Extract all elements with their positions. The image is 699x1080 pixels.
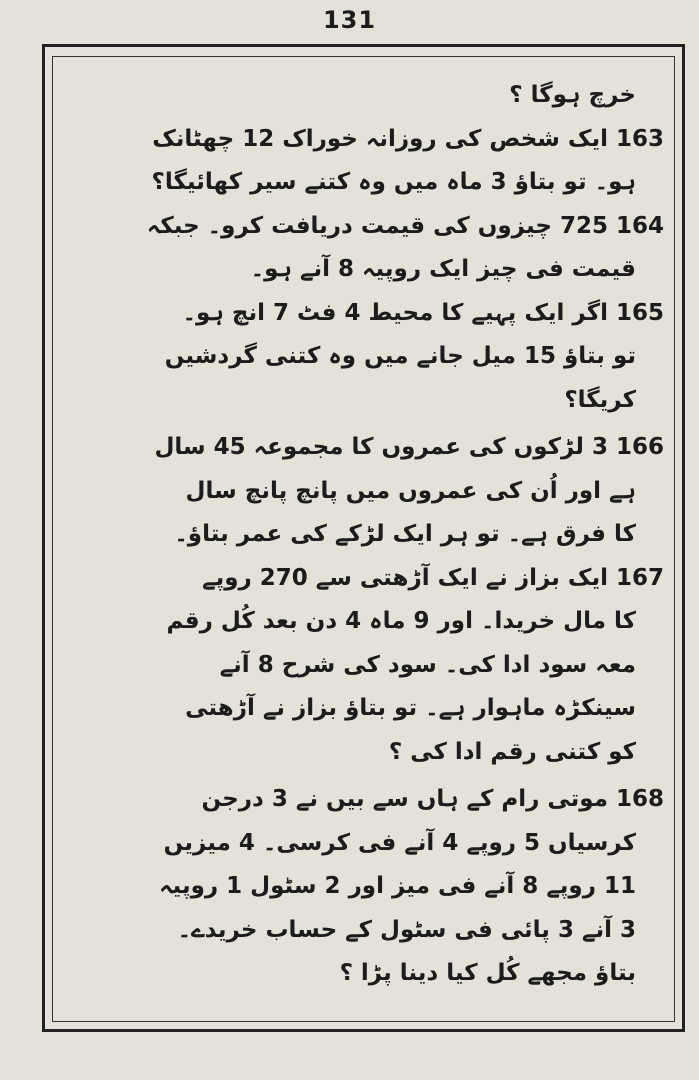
problem-166-line: 166 3 لڑکوں کی عمروں کا مجموعہ 45 سال (154, 434, 664, 460)
text-line: خرچ ہوگا ؟ (509, 82, 636, 108)
text-line: معہ سود ادا کی۔ سود کی شرح 8 آنے (219, 651, 636, 678)
text-line: بتاؤ مجھے کُل کیا دینا پڑا ؟ (339, 960, 636, 986)
text-line: کا مال خریدا۔ اور 9 ماہ 4 دن بعد کُل رقم (166, 608, 636, 634)
text-line: سینکڑہ ماہوار ہے۔ تو بتاؤ بزاز نے آڑھتی (185, 695, 636, 721)
text-line: قیمت فی چیز ایک روپیہ 8 آنے ہو۔ (250, 256, 636, 282)
text-line: ہے اور اُن کی عمروں میں پانچ پانچ سال (185, 477, 636, 504)
text-line: کریگا؟ (564, 386, 636, 413)
text-line: کرسیاں 5 روپے 4 آنے فی کرسی۔ 4 میزیں (163, 829, 636, 856)
text-line: کا فرق ہے۔ تو ہر ایک لڑکے کی عمر بتاؤ۔ (174, 521, 636, 547)
page-text (64, 74, 664, 996)
problem-163-line: 163 ایک شخص کی روزانہ خوراک 12 چھٹانک (152, 125, 664, 152)
problem-168-line: 168 موتی رام کے ہاں سے بیں نے 3 درجن (201, 786, 664, 812)
text-line: تو بتاؤ 15 میل جانے میں وہ کتنی گردشیں (164, 343, 636, 369)
problem-164-line: 164 725 چیزوں کی قیمت دریافت کرو۔ جبکہ (146, 212, 664, 239)
problem-167-line: 167 ایک بزاز نے ایک آڑھتی سے 270 روپے (202, 564, 664, 591)
text-line: کو کتنی رقم ادا کی ؟ (388, 738, 636, 765)
page-number: 131 (322, 6, 377, 34)
problem-165-line: 165 اگر ایک پہیے کا محیط 4 فٹ 7 انچ ہو۔ (182, 299, 664, 326)
text-line: 3 آنے 3 پائی فی سٹول کے حساب خریدے۔ (177, 916, 636, 943)
text-line: ہو۔ تو بتاؤ 3 ماہ میں وہ کتنے سیر کھائیگا؟ (151, 169, 636, 195)
text-line: 11 روپے 8 آنے فی میز اور 2 سٹول 1 روپیہ (159, 873, 636, 899)
